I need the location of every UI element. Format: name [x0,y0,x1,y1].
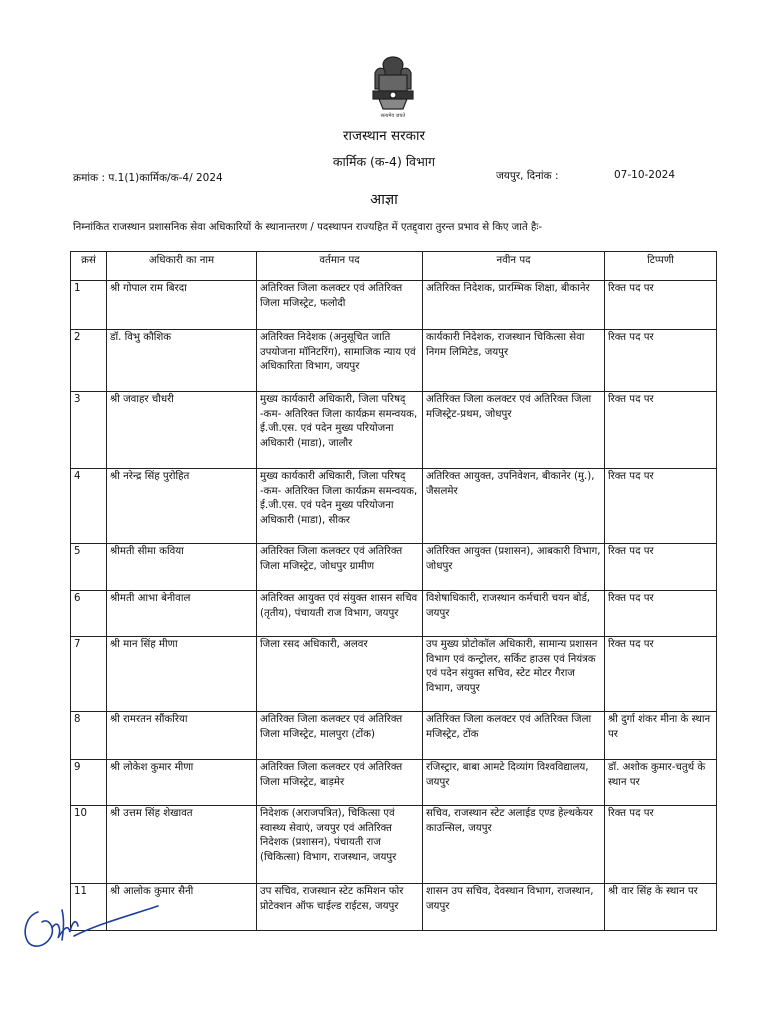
cell-new-post: सचिव, राजस्थान स्टेट अलाईड एण्ड हेल्थकेयर काउन्सिल, जयपुर [423,806,605,884]
table-row [71,330,717,392]
cell-new-post: कार्यकारी निदेशक, राजस्थान चिकित्सा सेवा निगम लिमिटेड, जयपुर [423,330,605,392]
cell-new-post: रजिस्ट्रार, बाबा आमटे दिव्यांग विश्वविद्यालय, जयपुर [423,760,605,806]
transfer-table [70,251,717,931]
table-row [71,637,717,712]
table-row [71,591,717,637]
cell-new-post: अतिरिक्त आयुक्त (प्रशासन), आबकारी विभाग, जोधपुर [423,544,605,591]
column-header-current-post: वर्तमान पद [257,252,423,281]
cell-current-post: अतिरिक्त निदेशक (अनुसूचित जाति उपयोजना मॉनिटरिंग), सामाजिक न्याय एवं अधिकारिता विभाग, जयपुर [257,330,423,392]
cell-name: श्री रामरतन सौंकरिया [107,712,257,760]
cell-new-post: शासन उप सचिव, देवस्थान विभाग, राजस्थान, जयपुर [423,884,605,931]
table-row [71,760,717,806]
cell-current-post: अतिरिक्त जिला कलक्टर एवं अतिरिक्त जिला मजिस्ट्रेट, जोधपुर ग्रामीण [257,544,423,591]
cell-current-post: अतिरिक्त जिला कलक्टर एवं अतिरिक्त जिला मजिस्ट्रेट, मालपुरा (टोंक) [257,712,423,760]
order-intro: निम्नांकित राजस्थान प्रशासनिक सेवा अधिकारियों के स्थानान्तरण / पदस्थापन राज्यहित में एतद्द्वारा तुरन्त प्रभाव से किए जाते हैः- [73,222,543,233]
cell-current-post: निदेशक (अराजपत्रित), चिकित्सा एवं स्वास्थ्य सेवाएं, जयपुर एवं अतिरिक्त निदेशक (प्रशासन), पंचायती राज (चिकित्सा) विभाग, राजस्थान, जयपुर [257,806,423,884]
cell-remark: रिक्त पद पर [605,591,717,637]
cell-remark: रिक्त पद पर [605,469,717,544]
cell-new-post: विशेषाधिकारी, राजस्थान कर्मचारी चयन बोर्ड, जयपुर [423,591,605,637]
table-row [71,392,717,469]
column-header-serial: क्रसं [71,252,107,281]
table-row [71,806,717,884]
government-title: राजस्थान सरकार [343,128,425,144]
cell-name: श्री आलोक कुमार सैनी [107,884,257,931]
handwritten-signature-icon [18,888,168,958]
column-header-remark: टिप्पणी [605,252,717,281]
cell-new-post: अतिरिक्त निदेशक, प्रारम्भिक शिक्षा, बीकानेर [423,281,605,330]
cell-serial: 7 [71,637,107,712]
table-header-row [71,252,717,281]
cell-name: श्री जवाहर चौधरी [107,392,257,469]
cell-new-post: उप मुख्य प्रोटोकॉल अधिकारी, सामान्य प्रशासन विभाग एवं कन्ट्रोलर, सर्किट हाउस एवं नियंत्रक एवं पदेन संयुक्त सचिव, स्टेट मोटर गैराज विभाग, जयपुर [423,637,605,712]
cell-serial: 2 [71,330,107,392]
cell-serial: 1 [71,281,107,330]
cell-name: श्री मान सिंह मीणा [107,637,257,712]
place-label: जयपुर, दिनांक : [496,170,559,182]
cell-name: श्री उत्तम सिंह शेखावत [107,806,257,884]
cell-serial: 10 [71,806,107,884]
cell-name: श्री नरेन्द्र सिंह पुरोहित [107,469,257,544]
column-header-name: अधिकारी का नाम [107,252,257,281]
table-row [71,544,717,591]
cell-remark: रिक्त पद पर [605,806,717,884]
cell-current-post: अतिरिक्त आयुक्त एवं संयुक्त शासन सचिव (तृतीय), पंचायती राज विभाग, जयपुर [257,591,423,637]
order-date: 07-10-2024 [614,169,676,181]
cell-current-post: अतिरिक्त जिला कलक्टर एवं अतिरिक्त जिला मजिस्ट्रेट, फलोदी [257,281,423,330]
cell-remark: रिक्त पद पर [605,392,717,469]
cell-name: श्रीमती आभा बेनीवाल [107,591,257,637]
column-header-new-post: नवीन पद [423,252,605,281]
cell-remark: श्री दुर्गा शंकर मीना के स्थान पर [605,712,717,760]
cell-current-post: मुख्य कार्यकारी अधिकारी, जिला परिषद् -कम- अतिरिक्त जिला कार्यक्रम समन्वयक, ई.जी.एस. एवं पदेन मुख्य परियोजना अधिकारी (माडा), सीकर [257,469,423,544]
cell-remark: रिक्त पद पर [605,544,717,591]
cell-remark: डॉ. अशोक कुमार-चतुर्थ के स्थान पर [605,760,717,806]
cell-serial: 11 [71,884,107,931]
cell-current-post: अतिरिक्त जिला कलक्टर एवं अतिरिक्त जिला मजिस्ट्रेट, बाड़मेर [257,760,423,806]
cell-current-post: जिला रसद अधिकारी, अलवर [257,637,423,712]
cell-remark: श्री वार सिंह के स्थान पर [605,884,717,931]
reference-number: क्रमांक : प.1(1)कार्मिक/क-4/ 2024 [73,172,223,184]
cell-remark: रिक्त पद पर [605,330,717,392]
cell-name: डॉ. विभु कौशिक [107,330,257,392]
department-title: कार्मिक (क-4) विभाग [332,154,436,169]
motto: सत्यमेव जयते [380,113,406,119]
cell-name: श्रीमती सीमा कविया [107,544,257,591]
cell-serial: 9 [71,760,107,806]
cell-name: श्री गोपाल राम बिरदा [107,281,257,330]
order-title: आज्ञा [370,192,398,208]
cell-new-post: अतिरिक्त आयुक्त, उपनिवेशन, बीकानेर (मु.), जैसलमेर [423,469,605,544]
cell-current-post: मुख्य कार्यकारी अधिकारी, जिला परिषद् -कम- अतिरिक्त जिला कार्यक्रम समन्वयक, ई.जी.एस. एवं पदेन मुख्य परियोजना अधिकारी (माडा), जालौर [257,392,423,469]
cell-serial: 3 [71,392,107,469]
cell-serial: 8 [71,712,107,760]
cell-name: श्री लोकेश कुमार मीणा [107,760,257,806]
table-row [71,712,717,760]
cell-serial: 6 [71,591,107,637]
cell-serial: 5 [71,544,107,591]
cell-new-post: अतिरिक्त जिला कलक्टर एवं अतिरिक्त जिला मजिस्ट्रेट, टोंक [423,712,605,760]
cell-current-post: उप सचिव, राजस्थान स्टेट कमिशन फोर प्रोटेक्शन ऑफ चाईल्ड राईटस, जयपुर [257,884,423,931]
cell-serial: 4 [71,469,107,544]
cell-remark: रिक्त पद पर [605,637,717,712]
cell-remark: रिक्त पद पर [605,281,717,330]
table-row [71,281,717,330]
cell-new-post: अतिरिक्त जिला कलक्टर एवं अतिरिक्त जिला मजिस्ट्रेट-प्रथम, जोधपुर [423,392,605,469]
table-row [71,469,717,544]
